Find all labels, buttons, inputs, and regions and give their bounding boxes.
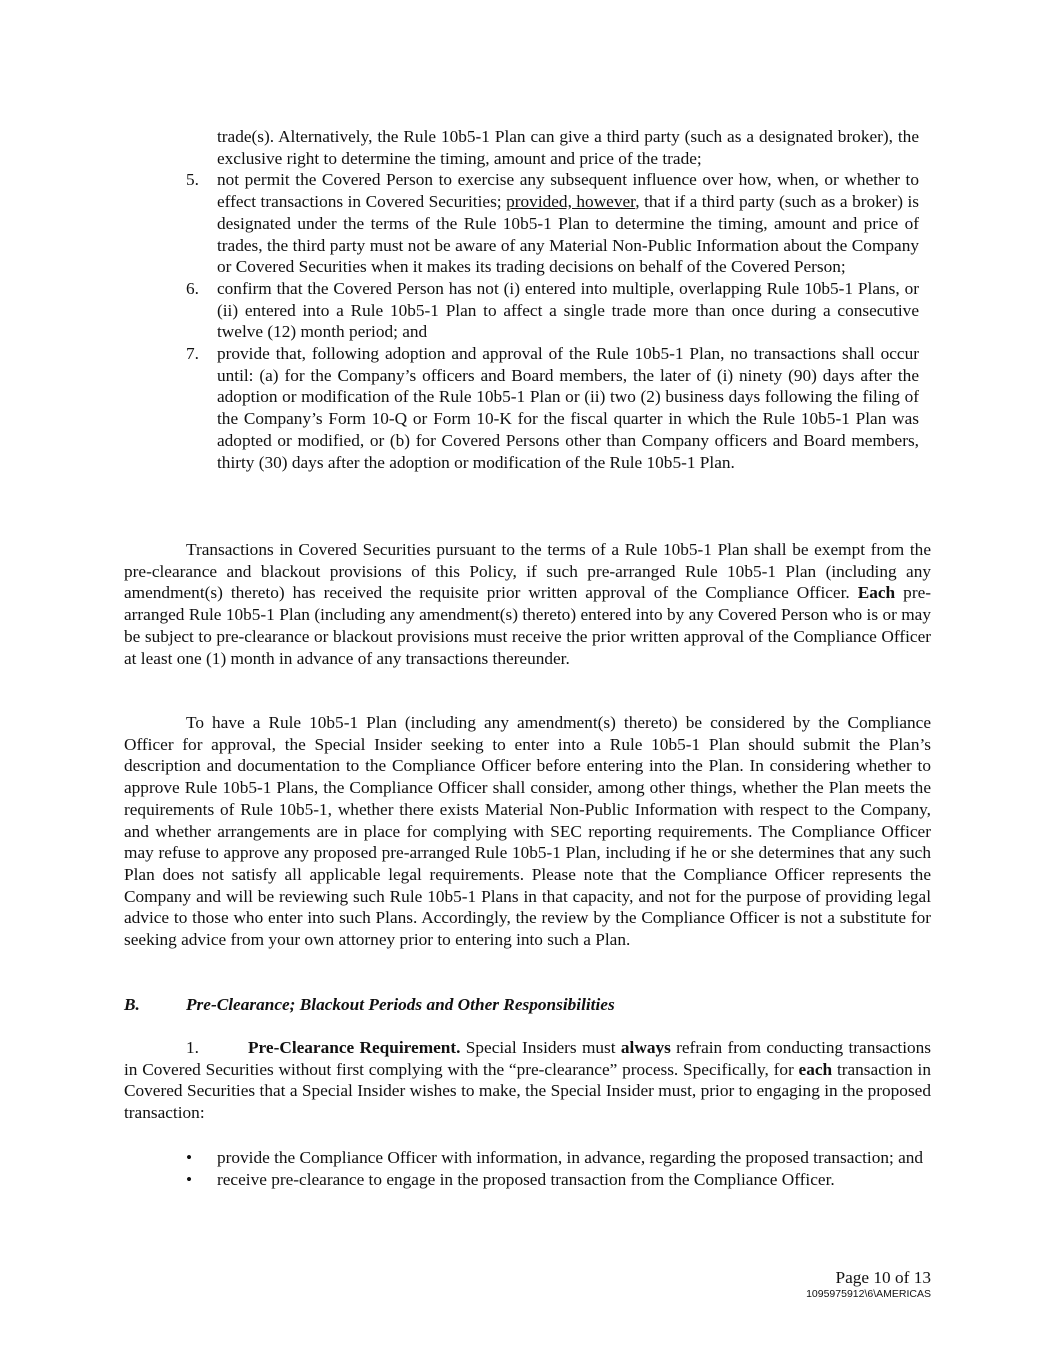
subsection-number: 1. — [186, 1038, 199, 1057]
list-continuation: trade(s). Alternatively, the Rule 10b5-1 Plan can give a third party (such as a designated broker), the exclusive right to determine the timing, amount and price of the trade; — [217, 127, 919, 168]
bold-each: Each — [857, 583, 896, 603]
bullet-text: provide the Compliance Officer with information, in advance, regarding the proposed transaction; and — [217, 1148, 924, 1167]
list-text: provide that, following adoption and approval of the Rule 10b5-1 Plan, no transactions shall occur until: (a) for the Company’s officers and Board members, the later of (i) ninety (90) days after the adoption or modification of the Rule 10b5-1 Plan or (ii) two (2) business days following the filing of the Company’s Form 10-Q or Form 10-K for the fiscal quarter in which the Rule 10b5-1 Plan was adopted or modified, or (b) for Covered Persons other than Company officers and Board members, thirty (30) days after the adoption or modification of the Rule 10b5-1 Plan. — [217, 344, 919, 472]
bullet-glyph: • — [186, 1148, 193, 1167]
para-text-2: refrain from conducting transactions in Covered Securities without first complying with the “pre-clearance” process. Specifically, for — [124, 1038, 932, 1079]
para-text-cont: pre-arranged Rule 10b5-1 Plan (including any amendment(s) thereto) entered into by any Covered Person who is or may be subject to pre-clearance or blackout provisions must receive the prior written approval of the Compliance Officer at least one (1) month in advance of any transactions thereunder. — [124, 583, 931, 668]
bullet-item — [186, 1169, 931, 1191]
bullet-glyph: • — [186, 1169, 193, 1189]
subsection-title: Pre-Clearance Requirement. — [248, 1038, 461, 1057]
para-text: Transactions in Covered Securities pursuant to the terms of a Rule 10b5-1 Plan shall be exempt from the pre-clearance and blackout provisions of this Policy, if such pre-arranged Rule 10b5-1 Plan (including any amendment(s) thereto) has received the requisite prior written approval of the Compliance Officer. — [124, 540, 931, 603]
list-number: 6. — [186, 278, 199, 298]
list-number: 7. — [186, 344, 199, 364]
paragraph-approval: To have a Rule 10b5-1 Plan (including any amendment(s) thereto) be considered by the Compliance Officer for approval, the Special Insider seeking to enter into a Rule 10b5-1 Plan should submit the Plan’s description and documentation to the Compliance Officer before entering into the Plan. In considering whether to approve Rule 10b5-1 Plans, the Compliance Officer shall consider, among other things, whether the Plan meets the requirements of Rule 10b5-1, whether there exists Material Non-Public Information with respect to the Company, and whether arrangements are in place for complying with SEC reporting requirements. The Compliance Officer may refuse to approve any proposed pre-arranged Rule 10b5-1 Plan, including if he or she determines that any such Plan does not satisfy all applicable legal requirements. Please note that the Compliance Officer represents the Company and will be reviewing such Rule 10b5-1 Plans in that capacity, and not for the purpose of providing legal advice to those who enter into such Plans. Accordingly, the review by the Compliance Officer is not a substitute for seeking advice from your own attorney prior to entering into such a Plan. — [124, 713, 931, 950]
paragraph-preclearance — [124, 1037, 931, 1124]
bold-each: each — [798, 1059, 833, 1079]
underlined-phrase: provided, however — [506, 192, 636, 212]
document-id: 1095975912\6\AMERICAS — [806, 1288, 931, 1300]
list-item-7 — [186, 343, 919, 473]
para-text-3: transaction in Covered Securities that a Special Insider wishes to make, the Special Insider must, prior to engaging in the proposed transaction: — [124, 1059, 931, 1123]
section-letter: B. — [124, 995, 140, 1014]
bullet-item — [186, 1147, 931, 1169]
list-item-6 — [186, 278, 919, 343]
page-number: Page 10 of 13 — [835, 1268, 931, 1287]
list-text: confirm that the Covered Person has not (i) entered into multiple, overlapping Rule 10b5-1 Plans, or (ii) entered into a Rule 10b5-1 Plan to affect a single trade more than once during a consecutive twelve (12) month period; and — [217, 278, 919, 342]
list-item-5 — [186, 169, 919, 278]
section-heading-b — [124, 994, 931, 1016]
paragraph-exemption — [124, 539, 931, 669]
numbered-list — [186, 126, 919, 473]
section-title: Pre-Clearance; Blackout Periods and Other Responsibilities — [186, 995, 615, 1014]
bold-always: always — [620, 1038, 671, 1057]
bullet-text: receive pre-clearance to engage in the proposed transaction from the Compliance Officer. — [217, 1169, 835, 1189]
bullet-list — [186, 1147, 931, 1190]
page-footer — [806, 1268, 931, 1301]
para-text: Special Insiders must — [460, 1038, 621, 1057]
list-text: not permit the Covered Person to exercise any subsequent influence over how, when, or whether to effect transactions in Covered Securities; — [217, 170, 919, 212]
list-text-after: , that if a third party (such as a broker) is designated under the terms of the Rule 10b5-1 Plan to determine the timing, amount and price of trades, the third party must not be aware of any Material Non-Public Information about the Company or Covered Securities when it makes its trading decisions on behalf of the Covered Person; — [217, 192, 920, 277]
list-number: 5. — [186, 170, 199, 190]
